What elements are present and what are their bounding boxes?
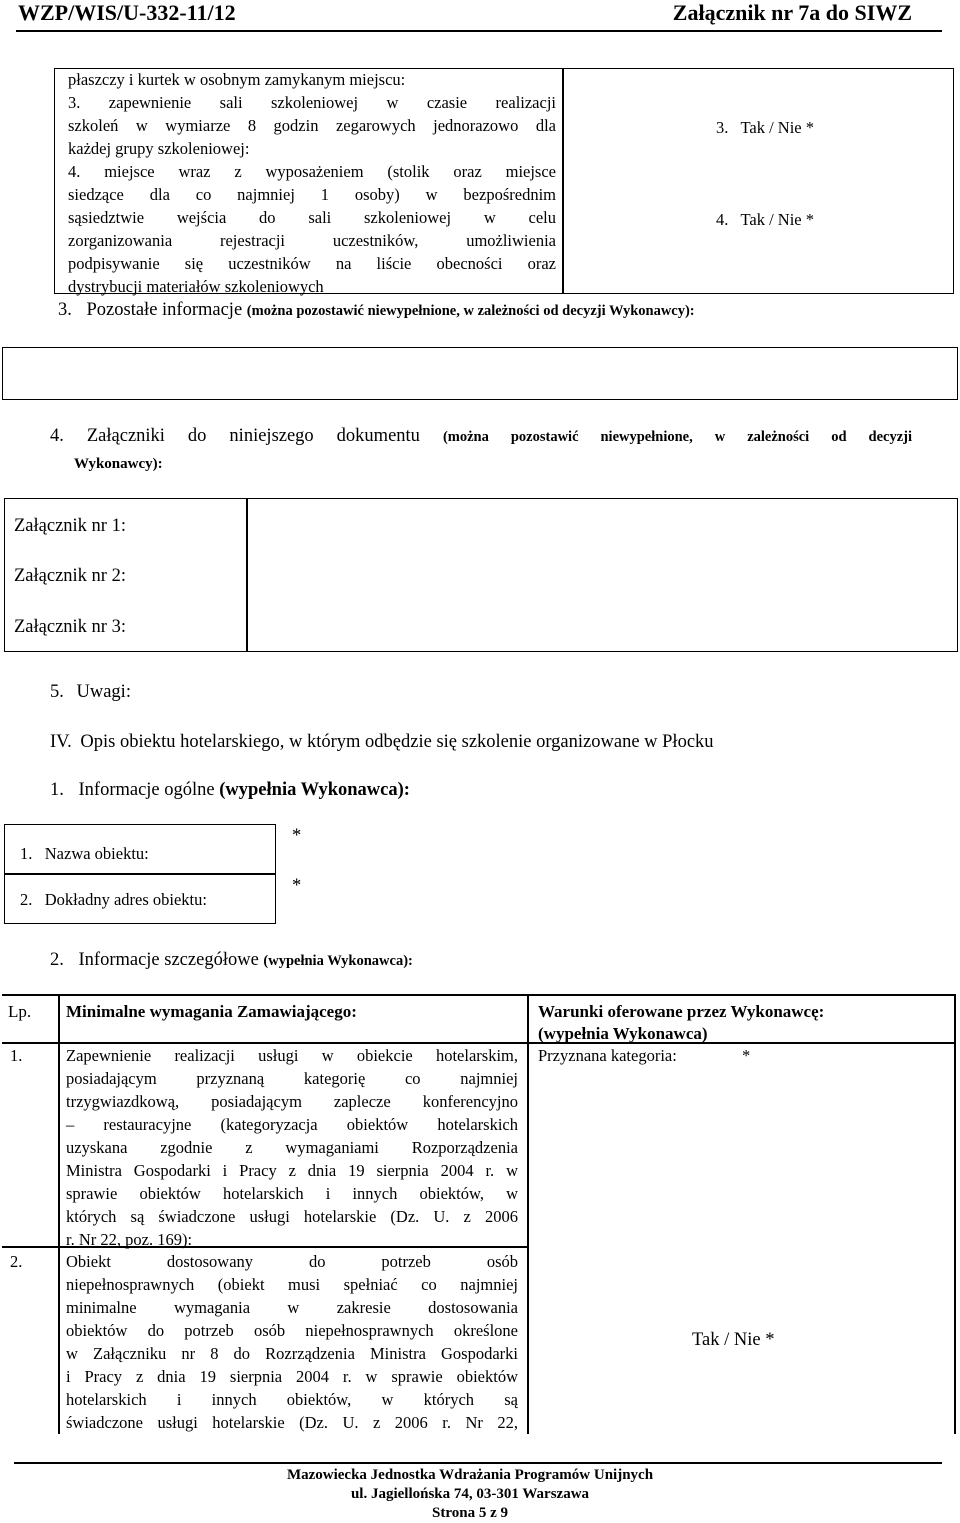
attachments-divider	[246, 498, 248, 652]
footer-rule	[14, 1462, 942, 1464]
req-row-1-line: uzyskana zgodnie z wymaganiami Rozporządzenia	[66, 1138, 518, 1157]
section-iv-title: Opis obiektu hotelarskiego, w którym odbędzie się szkolenie organizowane w Płocku	[80, 732, 714, 752]
req-row-1-line: – restauracyjne (kategoryzacja obiektów hotelarskich	[66, 1115, 518, 1134]
detail-info-heading	[50, 950, 413, 971]
accessibility-answer[interactable]: Tak / Nie *	[692, 1330, 775, 1350]
top-line: dystrybucji materiałów szkoleniowych	[68, 277, 324, 296]
req-row-1-line: r. Nr 22, poz. 169):	[66, 1230, 193, 1249]
req-table-col-1	[58, 994, 60, 1434]
section-5-title: Uwagi:	[76, 682, 131, 702]
section-iv-number: IV.	[50, 732, 72, 752]
req-row-2-line: minimalne wymagania w zakresie dostosowania	[66, 1298, 518, 1317]
footer-institution: Mazowiecka Jednostka Wdrażania Programów Unijnych	[286, 1467, 654, 1483]
req-row-1-line: których są świadczone usługi hotelarskie (Dz. U. z 2006	[66, 1207, 518, 1226]
section-4-note: (można pozostawić niewypełnione, w zależności od decyzji	[442, 429, 913, 445]
section-4-heading	[50, 426, 912, 447]
category-label: Przyznana kategoria:	[538, 1046, 677, 1065]
general-info-row-divider	[4, 873, 276, 875]
attachment-1-label: Załącznik nr 1:	[14, 516, 126, 536]
section-4-number: 4.	[50, 426, 64, 446]
top-table-divider	[562, 68, 564, 294]
top-line: każdej grupy szkoleniowej:	[68, 139, 250, 158]
general-info-heading	[50, 780, 410, 801]
req-row-2-line: niepełnosprawnych (obiekt musi spełniać co najmniej	[66, 1275, 518, 1294]
section-3-title: Pozostałe informacje	[86, 300, 243, 320]
document-code: WZP/WIS/U-332-11/12	[18, 0, 236, 25]
req-row-1-line: Ministra Gospodarki i Pracy z dnia 19 sierpnia 2004 r. w	[66, 1161, 518, 1180]
answer-3: 3. Tak / Nie *	[716, 118, 814, 137]
req-row-2-line: hotelarskich i innych obiektów, w których są	[66, 1390, 518, 1409]
section-5-heading	[50, 682, 131, 703]
object-address-label: 2. Dokładny adres obiektu:	[20, 890, 207, 909]
req-row-1-line: sprawie obiektów hotelarskich i innych obiektów, w	[66, 1184, 518, 1203]
req-row-2-text	[66, 1250, 518, 1434]
general-info-note: (wypełnia Wykonawca):	[219, 780, 410, 800]
req-row-2-line: i Pracy z dnia 19 sierpnia 2004 r. w sprawie obiektów	[66, 1367, 518, 1386]
top-line: szkoleń w wymiarze 8 godzin zegarowych jednorazowo dla	[68, 116, 556, 135]
top-table-left-cell	[68, 68, 556, 298]
req-header-lp: Lp.	[8, 1002, 32, 1021]
section-4-title: Załączniki do niniejszego dokumentu	[86, 426, 420, 446]
general-info-title: Informacje ogólne	[78, 780, 215, 800]
top-line: podpisywanie się uczestników na liście obecności oraz	[68, 254, 556, 273]
other-info-field[interactable]	[2, 347, 958, 400]
general-info-number: 1.	[50, 780, 64, 800]
top-line: płaszczy i kurtek w osobnym zamykanym miejscu:	[68, 70, 406, 89]
object-name-field[interactable]: *	[292, 826, 302, 846]
top-line: siedzące dla co najmniej 1 osoby) w bezpośrednim	[68, 185, 556, 204]
object-address-field[interactable]: *	[292, 876, 302, 896]
req-row-1-lp: 1.	[10, 1046, 23, 1065]
top-line: 3. zapewnienie sali szkoleniowej w czasie realizacji	[68, 93, 556, 112]
req-header-requirements: Minimalne wymagania Zamawiającego:	[66, 1002, 357, 1021]
attachment-2-label: Załącznik nr 2:	[14, 566, 126, 586]
attachment-3-label: Załącznik nr 3:	[14, 617, 126, 637]
footer	[0, 1466, 940, 1523]
top-line: sąsiedztwie wejścia do sali szkoleniowej w celu	[68, 208, 556, 227]
req-row-1-line: Zapewnienie realizacji usługi w obiekcie hotelarskim,	[66, 1046, 518, 1065]
section-iv-heading	[50, 732, 714, 753]
section-3-number: 3.	[58, 300, 72, 320]
section-3-note: (można pozostawić niewypełnione, w zależności od decyzji Wykonawcy):	[246, 303, 695, 319]
section-3-heading	[58, 300, 695, 321]
req-row-1-line: posiadającym przyznaną kategorię co najmniej	[66, 1069, 518, 1088]
req-row-2-lp: 2.	[10, 1252, 23, 1271]
req-table-top-border	[2, 994, 954, 996]
req-row-1-line: trzygwiazdkową, posiadającym zaplecze konferencyjno	[66, 1092, 518, 1111]
section-5-number: 5.	[50, 682, 64, 702]
req-row-2-line: w Załączniku nr 8 do Rozrządzenia Ministra Gospodarki	[66, 1344, 518, 1363]
req-table-col-2	[527, 994, 529, 1434]
header-rule	[16, 30, 942, 32]
page-number: Strona 5 z 9	[432, 1505, 508, 1521]
detail-info-note: (wypełnia Wykonawca):	[263, 953, 413, 969]
top-line: 4. miejsce wraz z wyposażeniem (stolik oraz miejsce	[68, 162, 556, 181]
attachment-title: Załącznik nr 7a do SIWZ	[672, 0, 912, 25]
attachments-table	[4, 498, 958, 652]
section-4-note-cont: Wykonawcy):	[74, 456, 163, 472]
category-field[interactable]: *	[742, 1046, 751, 1065]
detail-info-number: 2.	[50, 950, 64, 970]
req-table-col-3	[954, 994, 956, 1434]
req-row-2-line: świadczone usługi hotelarskie (Dz. U. z 2006 r. Nr 22,	[66, 1413, 518, 1432]
req-row-1-text	[66, 1044, 518, 1251]
top-line: zorganizowania rejestracji uczestników, umożliwienia	[68, 231, 556, 250]
detail-info-title: Informacje szczegółowe	[78, 950, 259, 970]
req-row-2-line: Obiekt dostosowany do potrzeb osób	[66, 1252, 518, 1271]
req-row-2-line: obiektów do potrzeb osób niepełnosprawnych określone	[66, 1321, 518, 1340]
req-header-offer: Warunki oferowane przez Wykonawcę:	[538, 1002, 825, 1021]
footer-address: ul. Jagiellońska 74, 03-301 Warszawa	[350, 1486, 590, 1502]
req-header-offer-note: (wypełnia Wykonawca)	[538, 1024, 708, 1043]
object-name-label: 1. Nazwa obiektu:	[20, 844, 149, 863]
answer-4: 4. Tak / Nie *	[716, 210, 814, 229]
